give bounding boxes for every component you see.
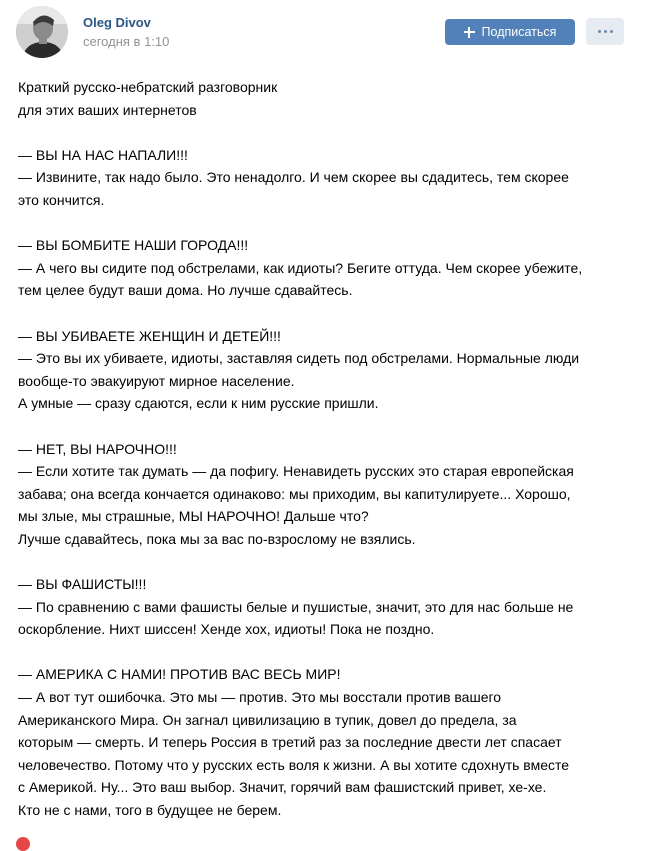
post-text-line: А умные — сразу сдаются, если к ним русские пришли. — [18, 395, 379, 412]
post-text-line: Лучше сдавайтесь, пока мы за вас по-взрослому не взялись. — [18, 530, 416, 547]
post-text-line: Кто не с нами, того в будущее не берем. — [18, 802, 282, 818]
post-text-line: — ВЫ УБИВАЕТЕ ЖЕНЩИН И ДЕТЕЙ!!! — [18, 327, 281, 344]
post-blank-line — [18, 415, 633, 438]
post-blank-line — [18, 550, 633, 573]
post-text-line: — АМЕРИКА С НАМИ! ПРОТИВ ВАС ВЕСЬ МИР! — [18, 666, 341, 683]
post-text-line: — Это вы их убиваете, идиоты, заставляя сидеть под обстрелами. Нормальные люди — [18, 350, 580, 367]
post-text-line: — НЕТ, ВЫ НАРОЧНО!!! — [18, 440, 177, 457]
post-text-line: забава; она всегда кончается одинаково: мы приходим, вы капитулируете... Хорошо, — [18, 485, 571, 502]
post-text-line: — ВЫ БОМБИТЕ НАШИ ГОРОДА!!! — [18, 237, 249, 254]
post-text-line: — ВЫ НА НАС НАПАЛИ!!! — [18, 146, 188, 163]
post-blank-line — [18, 212, 633, 235]
post-text-line: — А вот тут ошибочка. Это мы — против. Это мы восстали против вашего — [18, 689, 502, 706]
plus-icon — [464, 27, 475, 38]
author-avatar[interactable] — [16, 6, 68, 58]
post-text-line: с Америкой. Ну... Это ваш выбор. Значит, горячий вам фашистский привет, хе-хе. — [18, 779, 547, 796]
post-timestamp[interactable]: сегодня в 1:10 — [83, 34, 170, 49]
post-blank-line — [18, 121, 633, 144]
post-text-line: — ВЫ ФАШИСТЫ!!! — [18, 576, 147, 593]
post-header — [0, 0, 645, 70]
post-text-line: человечество. Потому что у русских есть воля к жизни. А вы хотите сдохнуть вместе — [18, 756, 570, 773]
post-text-line: Американского Мира. Он загнал цивилизацию в тупик, довел до предела, за — [18, 711, 517, 728]
post-blank-line — [18, 302, 633, 325]
avatar-photo-icon — [16, 6, 68, 58]
post-body — [18, 76, 633, 822]
post-text-line: которым — смерть. И теперь Россия в третий раз за последние двести лет спасает — [18, 734, 562, 751]
author-name-link[interactable]: Oleg Divov — [83, 15, 151, 30]
subscribe-label: Подписаться — [481, 25, 557, 39]
post-text-line: — А чего вы сидите под обстрелами, как идиоты? Бегите оттуда. Чем скорее убежите, — [18, 259, 583, 276]
subscribe-button[interactable] — [445, 19, 575, 45]
post-text-line: Краткий русско-небратский разговорник — [18, 79, 278, 95]
post-text-line: оскорбление. Нихт шиссен! Хенде хох, идиоты! Пока не поздно. — [18, 621, 435, 638]
post-blank-line — [18, 641, 633, 664]
post-text-line: для этих ваших интернетов — [18, 101, 197, 118]
more-options-button[interactable] — [586, 18, 624, 45]
post-text-line: это кончится. — [18, 191, 105, 208]
post-text-line: — Если хотите так думать — да пофигу. Ненавидеть русских это старая европейская — [18, 463, 574, 480]
post-text-line: — По сравнению с вами фашисты белые и пушистые, значит, это для нас больше не — [18, 598, 574, 615]
more-dots-icon — [598, 30, 613, 33]
post-text-line: вообще-то эвакуируют мирное население. — [18, 372, 295, 389]
post-text-line: тем целее будут ваши дома. Но лучше сдавайтесь. — [18, 282, 353, 299]
heart-icon[interactable] — [16, 837, 30, 851]
post-text-line: — Извините, так надо было. Это ненадолго. И чем скорее вы сдадитесь, тем скорее — [18, 169, 569, 186]
post-text-line: мы злые, мы страшные, МЫ НАРОЧНО! Дальше что? — [18, 508, 369, 525]
